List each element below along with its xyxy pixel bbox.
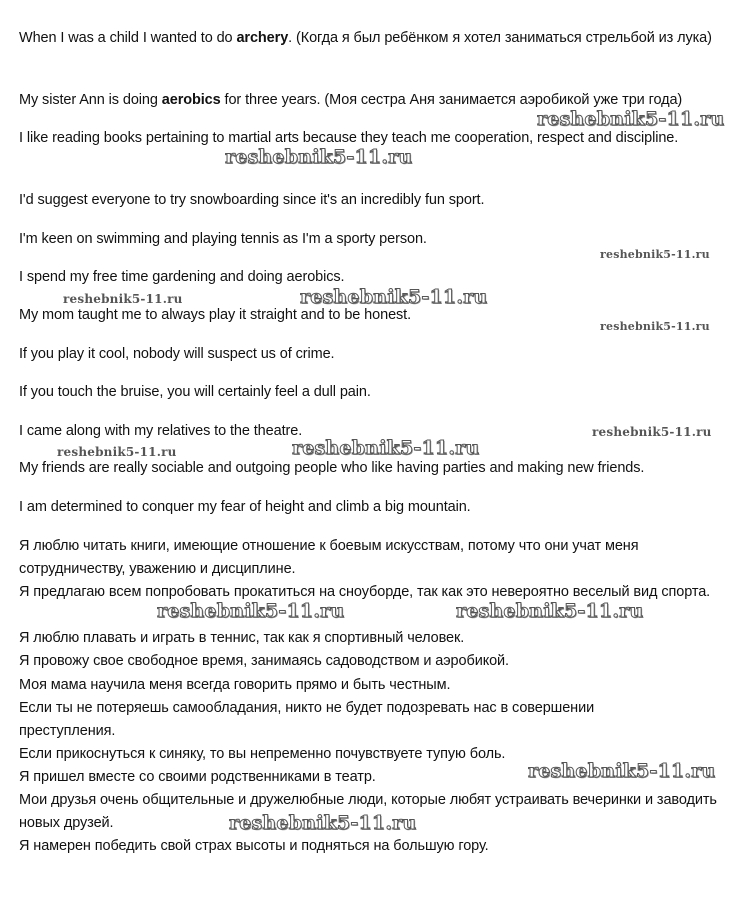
- watermark: reshebnik5-11.ru: [229, 812, 417, 834]
- translation-friends: Мои друзья очень общительные и дружелюбные люди, которые любят устраивать вечеринки и заводить новых друзей.: [19, 792, 717, 831]
- sentence-bruise: If you touch the bruise, you will certainly feel a dull pain.: [19, 384, 371, 400]
- watermark: reshebnik5-11.ru: [456, 600, 644, 622]
- sentence-play-cool: If you play it cool, nobody will suspect us of crime.: [19, 346, 335, 362]
- text-post: . (Когда я был ребёнком я хотел заниматься стрельбой из лука): [288, 30, 712, 46]
- sentence-archery: [19, 27, 724, 50]
- keyword-archery: archery: [236, 30, 289, 46]
- watermark: reshebnik5-11.ru: [225, 146, 413, 168]
- translation-martial-arts: Я люблю читать книги, имеющие отношение к боевым искусствам, потому что они учат меня сотрудничеству, уважению и дисциплине.: [19, 538, 639, 577]
- sentence-friends: My friends are really sociable and outgoing people who like having parties and making new friends.: [19, 460, 645, 476]
- translation-mountain: Я намерен победить свой страх высоты и подняться на большую гору.: [19, 838, 489, 854]
- watermark: reshebnik5-11.ru: [63, 292, 183, 306]
- translation-swimming: Я люблю плавать и играть в теннис, так как я спортивный человек.: [19, 630, 465, 646]
- watermark: reshebnik5-11.ru: [300, 286, 488, 308]
- translation-bruise: Если прикоснуться к синяку, то вы непременно почувствуете тупую боль.: [19, 746, 506, 762]
- watermark: reshebnik5-11.ru: [537, 108, 725, 130]
- watermark: reshebnik5-11.ru: [600, 320, 710, 333]
- watermark: reshebnik5-11.ru: [292, 437, 480, 459]
- translation-snowboarding: Я предлагаю всем попробовать прокатиться на сноуборде, так как это невероятно веселый вид спорта.: [19, 584, 711, 600]
- translation-honest: Моя мама научила меня всегда говорить прямо и быть честным.: [19, 677, 451, 693]
- sentence-mountain: I am determined to conquer my fear of height and climb a big mountain.: [19, 499, 471, 515]
- keyword-aerobics: aerobics: [161, 92, 221, 108]
- sentence-swimming: I'm keen on swimming and playing tennis as I'm a sporty person.: [19, 231, 427, 247]
- text-pre: When I was a child I wanted to do: [19, 30, 237, 46]
- translation-play-cool: Если ты не потеряешь самообладания, никто не будет подозревать нас в совершении преступления.: [19, 700, 595, 739]
- watermark: reshebnik5-11.ru: [157, 600, 345, 622]
- sentence-martial-arts: I like reading books pertaining to martial arts because they teach me cooperation, respect and discipline.: [19, 130, 679, 146]
- sentence-gardening: I spend my free time gardening and doing aerobics.: [19, 269, 345, 285]
- sentence-theatre: I came along with my relatives to the theatre.: [19, 423, 303, 439]
- translation-theatre: Я пришел вместе со своими родственниками в театр.: [19, 769, 376, 785]
- sentence-honest: My mom taught me to always play it straight and to be honest.: [19, 307, 412, 323]
- translation-gardening: Я провожу свое свободное время, занимаясь садоводством и аэробикой.: [19, 653, 509, 669]
- text-post: for three years. (Моя сестра Аня занимается аэробикой уже три года): [220, 92, 683, 108]
- watermark: reshebnik5-11.ru: [528, 760, 716, 782]
- watermark: reshebnik5-11.ru: [600, 248, 710, 261]
- watermark: reshebnik5-11.ru: [57, 445, 177, 459]
- sentence-snowboarding: I'd suggest everyone to try snowboarding since it's an incredibly fun sport.: [19, 192, 485, 208]
- watermark: reshebnik5-11.ru: [592, 425, 712, 439]
- text-pre: My sister Ann is doing: [19, 92, 162, 108]
